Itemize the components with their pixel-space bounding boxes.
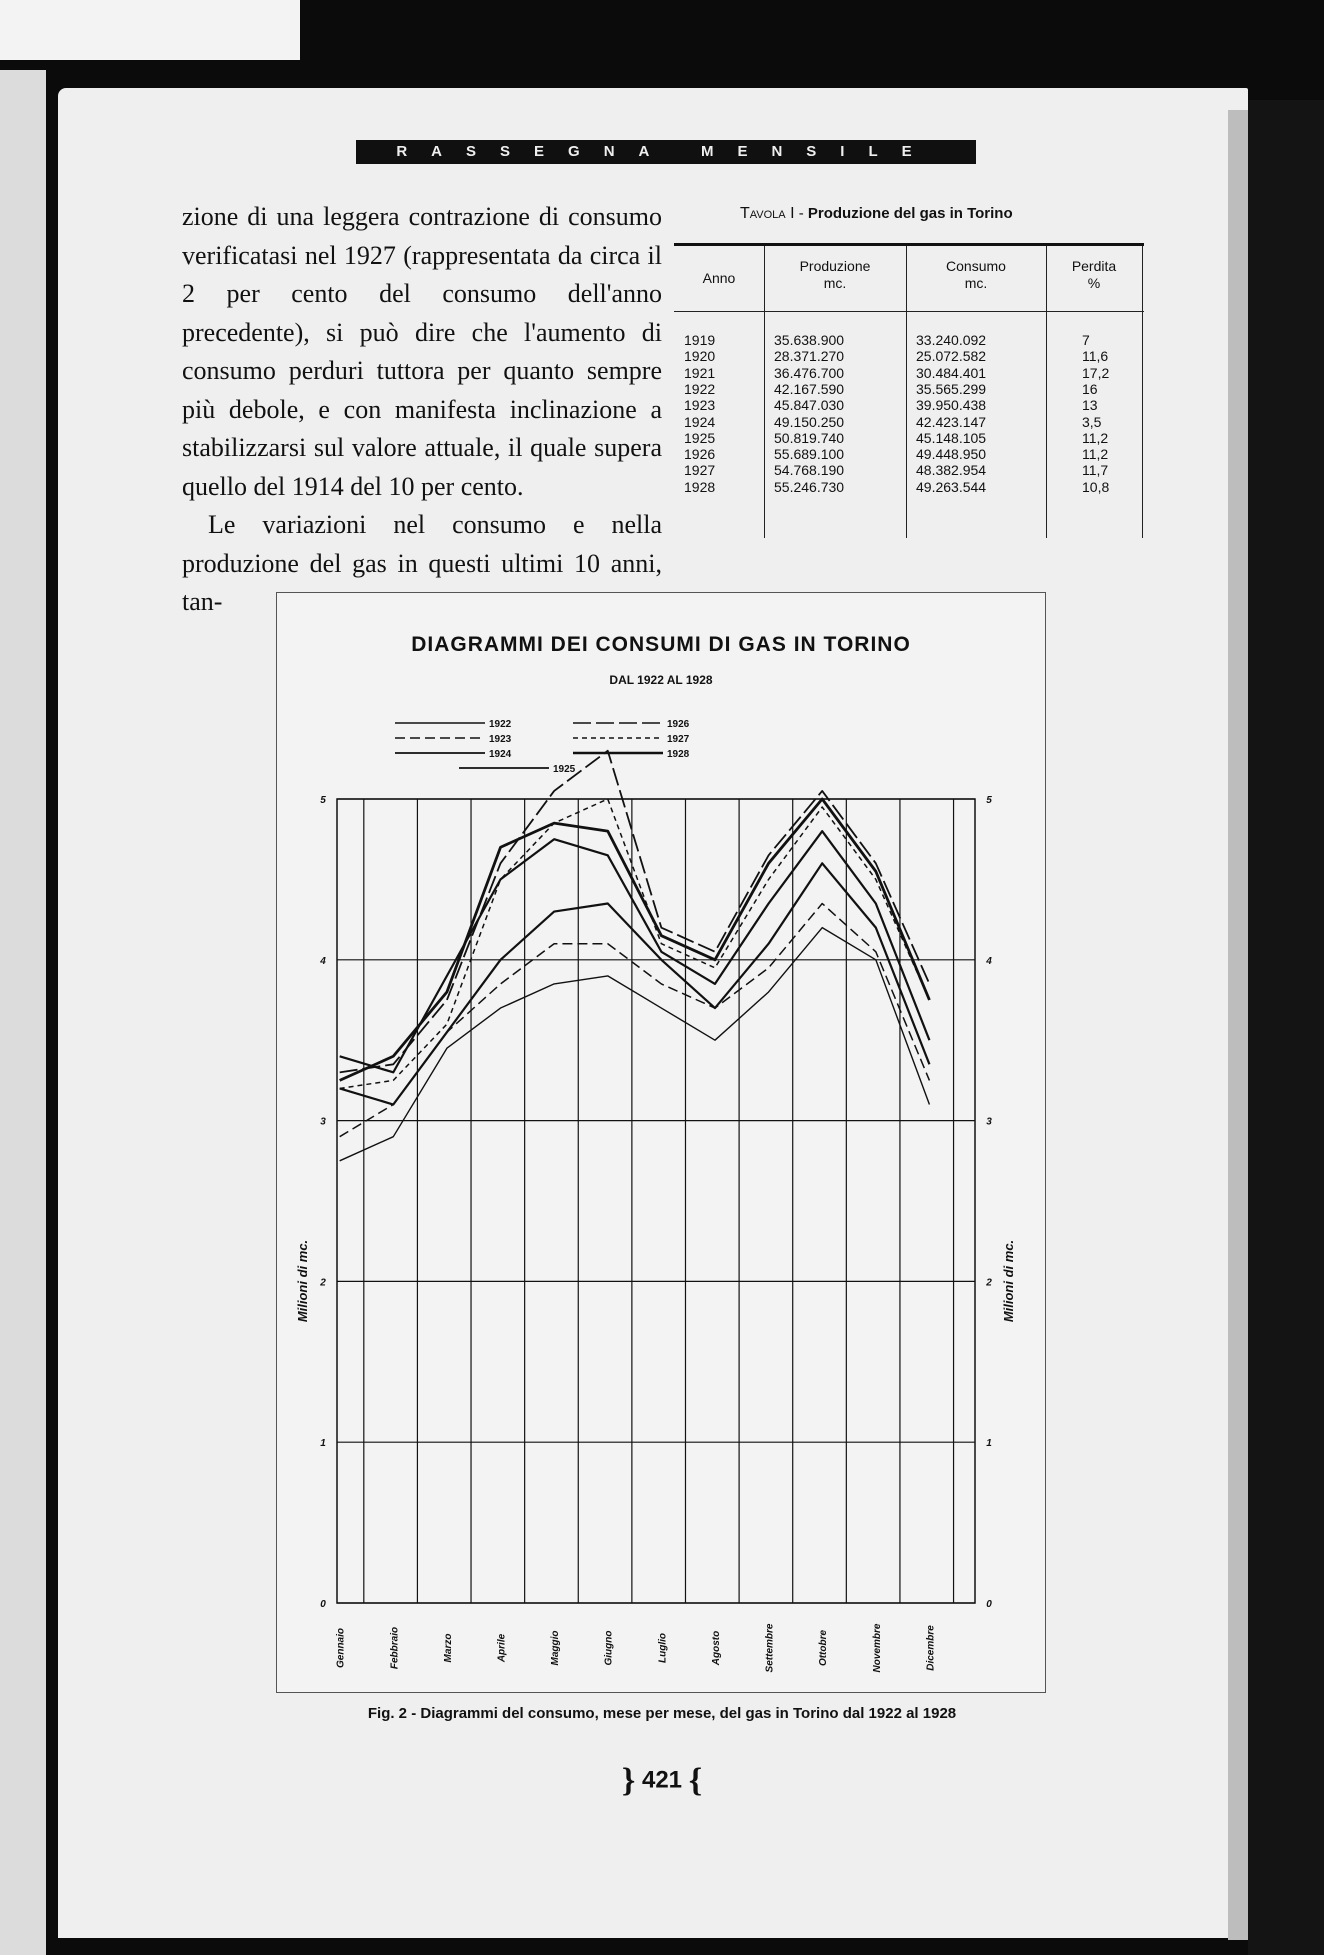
table-cell-consumption: 45.148.105: [916, 429, 987, 446]
y-tick-label-right: 0: [986, 1599, 992, 1610]
y-tick-label-left: 5: [320, 795, 326, 806]
x-tick-label: Luglio: [657, 1633, 669, 1663]
scan-margin-right: [1248, 100, 1324, 1955]
table-cell-consumption: 39.950.438: [916, 397, 987, 414]
line-chart: [277, 593, 1045, 1692]
body-text: [182, 198, 662, 622]
x-tick-label: Novembre: [871, 1623, 883, 1673]
table-cell-loss: 11,2: [1082, 429, 1109, 446]
table-cell-production: 35.638.900: [774, 332, 845, 348]
table-cell-consumption: 30.484.401: [916, 364, 987, 381]
table-cell-year: 1927: [684, 462, 716, 479]
x-tick-label: Settembre: [764, 1623, 776, 1673]
table-cell-production: 54.768.190: [774, 462, 845, 479]
table-cell-production: 36.476.700: [774, 364, 845, 381]
x-tick-label: Gennaio: [335, 1627, 347, 1669]
table-title-text: Produzione del gas in Torino: [807, 205, 1013, 222]
running-header: RASSEGNA MENSILE: [356, 140, 976, 164]
series-line-1924: [340, 831, 930, 1072]
page-number: 421: [641, 1766, 683, 1794]
series-line-1927: [340, 799, 930, 1088]
legend-label-1928: 1928: [667, 749, 690, 760]
table-cell-consumption: 49.448.950: [916, 446, 987, 463]
y-tick-label-right: 3: [986, 1116, 992, 1128]
y-axis-label-left: Milioni di mc.: [295, 1239, 310, 1323]
y-tick-label-left: 2: [320, 1277, 326, 1289]
table-cell-year: 1922: [684, 380, 716, 397]
table-cell-production: 55.689.100: [774, 446, 845, 463]
legend-label-1925: 1925: [553, 764, 576, 775]
table-cell-year: 1926: [684, 446, 716, 463]
table-cell-consumption: 49.263.544: [916, 478, 987, 495]
table-cell-year: 1925: [684, 429, 716, 446]
plot-frame: [337, 799, 975, 1603]
scan-margin-top: [0, 0, 300, 60]
table-cell-year: 1928: [684, 478, 716, 495]
paragraph-2: Le variazioni nel consumo e nella produzione del gas in questi ultimi 10 anni, tan-: [182, 510, 662, 616]
table-cell-production: 55.246.730: [774, 478, 845, 495]
y-tick-label-left: 1: [320, 1438, 326, 1450]
table-cell-year: 1924: [684, 413, 716, 430]
table-title: Tavola I - Produzione del gas in Torino: [740, 205, 1013, 222]
x-tick-label: Agosto: [710, 1630, 722, 1666]
table-cell-year: 1920: [684, 348, 716, 365]
header-consumption: Consumo mc.: [946, 258, 1006, 291]
x-tick-label: Maggio: [550, 1630, 562, 1666]
table-cell-loss: 11,6: [1082, 348, 1109, 365]
page-edge: [1228, 110, 1248, 1940]
table-cell-loss: 3,5: [1082, 413, 1102, 430]
table-cell-production: 42.167.590: [774, 380, 845, 397]
y-tick-label-right: 4: [986, 955, 992, 967]
table-cell-loss: 7: [1082, 332, 1090, 348]
table-cell-production: 50.819.740: [774, 429, 845, 446]
table-cell-consumption: 33.240.092: [916, 332, 987, 348]
table-cell-loss: 10,8: [1082, 478, 1110, 495]
scan-margin-left: [0, 70, 46, 1955]
series-line-1925: [340, 863, 930, 1104]
legend-label-1924: 1924: [489, 749, 512, 760]
table-cell-consumption: 48.382.954: [916, 462, 987, 479]
table-cell-production: 45.847.030: [774, 397, 845, 414]
x-tick-label: Ottobre: [818, 1629, 830, 1667]
y-tick-label-right: 5: [986, 795, 992, 806]
table-cell-year: 1921: [684, 364, 716, 381]
y-axis-label-right: Milioni di mc.: [1001, 1239, 1016, 1323]
header-loss: Perdita %: [1071, 258, 1117, 291]
y-tick-label-left: 4: [320, 955, 326, 967]
legend-label-1927: 1927: [667, 734, 690, 745]
table-cell-loss: 13: [1082, 397, 1098, 414]
legend-label-1922: 1922: [489, 719, 512, 730]
chart-title: DIAGRAMMI DEI CONSUMI DI GAS IN TORINO: [411, 633, 911, 656]
production-table: [674, 243, 1144, 538]
table-cell-consumption: 25.072.582: [916, 348, 987, 365]
header-year: Anno: [702, 270, 736, 286]
x-tick-label: Giugno: [603, 1630, 615, 1666]
table-label: Tavola I: [740, 205, 795, 222]
header-production: Produzione mc.: [799, 258, 871, 291]
figure-caption: Fig. 2 - Diagrammi del consumo, mese per mese, del gas in Torino dal 1922 al 1928: [367, 1705, 957, 1722]
x-tick-label: Aprile: [496, 1633, 508, 1663]
table-cell-year: 1919: [684, 332, 716, 348]
page-number-block: [0, 1762, 1324, 1800]
chart-subtitle: DAL 1922 AL 1928: [609, 673, 713, 687]
y-tick-label-left: 0: [320, 1599, 326, 1610]
chart-panel: [276, 592, 1046, 1693]
table-cell-loss: 17,2: [1082, 364, 1110, 381]
table-cell-production: 28.371.270: [774, 348, 845, 365]
table-cell-loss: 16: [1082, 380, 1098, 397]
table-cell-loss: 11,2: [1082, 446, 1109, 463]
y-tick-label-left: 3: [320, 1116, 326, 1128]
x-tick-label: Marzo: [442, 1633, 454, 1663]
x-tick-label: Febbraio: [389, 1626, 401, 1670]
table-cell-consumption: 42.423.147: [916, 413, 987, 430]
table-cell-year: 1923: [684, 397, 716, 414]
table-cell-consumption: 35.565.299: [916, 380, 987, 397]
y-tick-label-right: 2: [986, 1277, 992, 1289]
right-brace-ornament: {: [688, 1762, 703, 1799]
left-brace-ornament: }: [621, 1762, 636, 1799]
paragraph-1: zione di una leggera contrazione di consumo verificatasi nel 1927 (rappresentata da circa il 2 per cento del consumo dell'anno precedente), si può dire che l'aumento di consumo perduri tuttora per quanto sempre più debole, e con manifesta inclinazione a stabilizzarsi sul valore attuale, il quale supera quello del 1914 del 10 per cento.: [182, 202, 662, 501]
y-tick-label-right: 1: [986, 1438, 992, 1450]
legend-label-1926: 1926: [667, 719, 690, 730]
legend-label-1923: 1923: [489, 734, 512, 745]
series-line-1922: [340, 928, 930, 1161]
x-tick-label: Dicembre: [925, 1625, 937, 1671]
table-cell-loss: 11,7: [1082, 462, 1109, 479]
table-cell-production: 49.150.250: [774, 413, 845, 430]
